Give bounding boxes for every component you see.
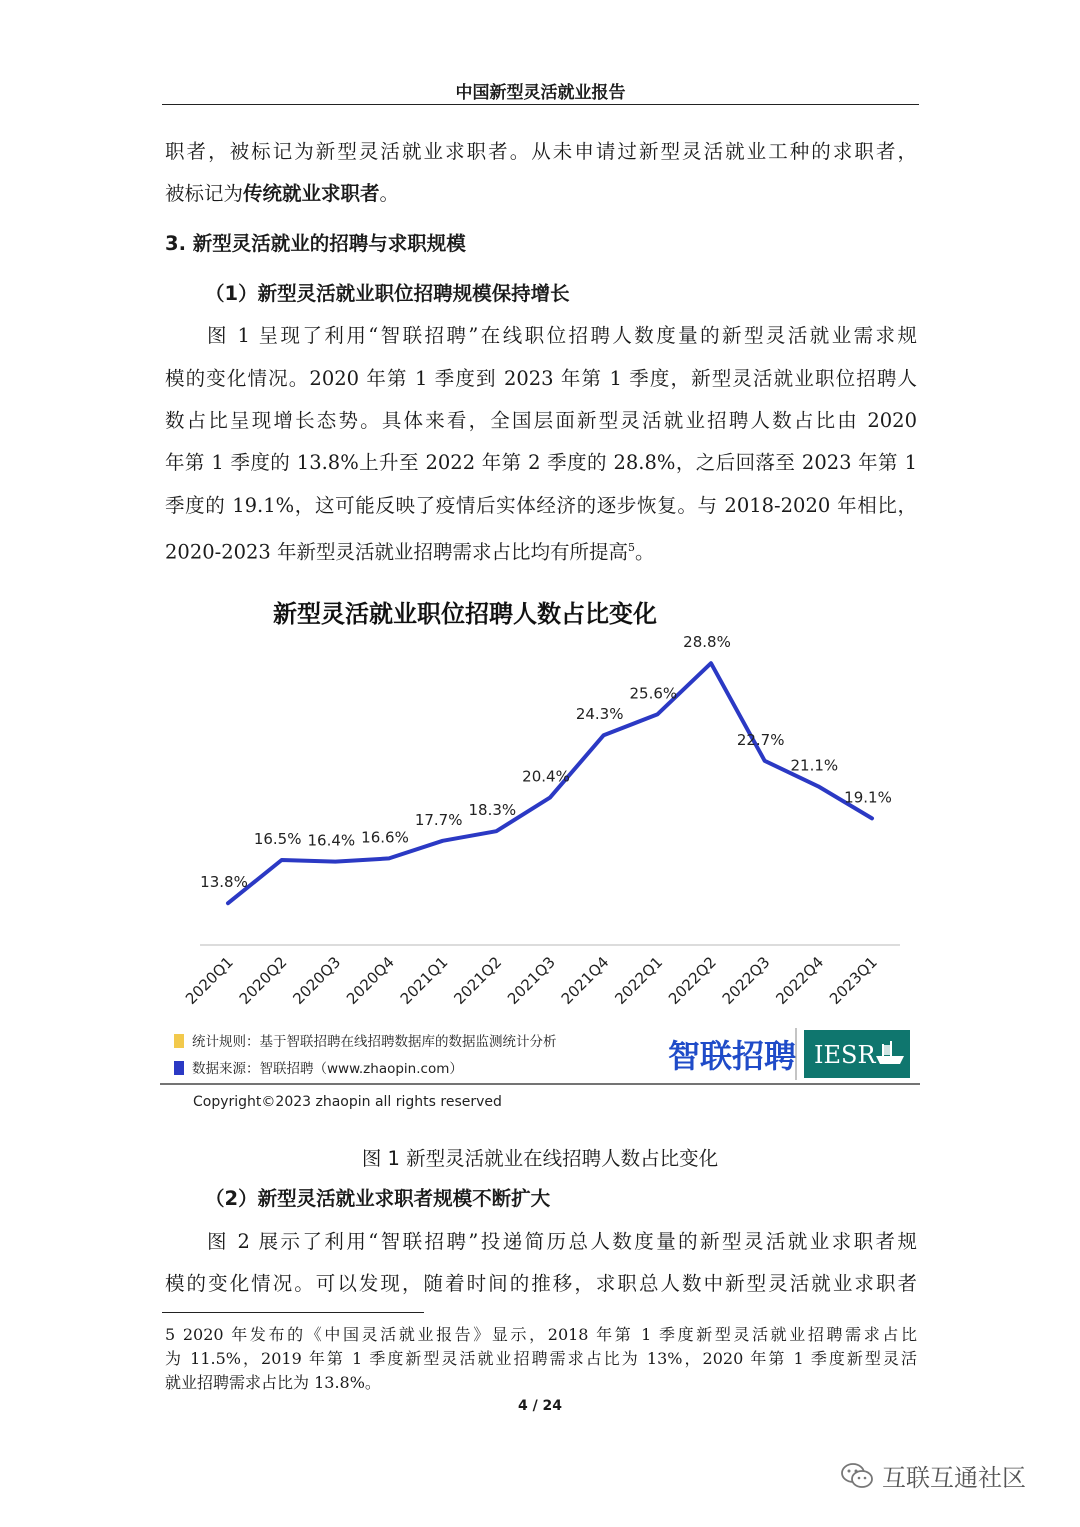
body-line: 模的变化情况。可以发现，随着时间的推移，求职总人数中新型灵活就业求职者 xyxy=(165,1272,917,1295)
body-text: 。 xyxy=(635,540,655,564)
footnote-line: 就业招聘需求占比为 13.8%。 xyxy=(165,1373,381,1392)
line-chart xyxy=(160,586,920,1126)
iesr-logo: IESR xyxy=(814,1041,876,1069)
footnote-ref[interactable]: 5 xyxy=(628,541,636,554)
note-swatch-blue xyxy=(174,1061,184,1075)
note-statistics-rule: 统计规则：基于智联招聘在线招聘数据库的数据监测统计分析 xyxy=(192,1034,557,1050)
x-tick-label: 2021Q4 xyxy=(557,953,613,1008)
data-label: 20.4% xyxy=(522,767,570,786)
x-tick-label: 2021Q2 xyxy=(450,953,506,1008)
value-labels xyxy=(200,633,892,891)
note-data-source: 数据来源：智联招聘（www.zhaopin.com） xyxy=(192,1061,463,1077)
body-line: 职者，被标记为新型灵活就业求职者。从未申请过新型灵活就业工种的求职者， xyxy=(165,140,917,163)
body-text: 2020-2023 年新型灵活就业招聘需求占比均有所提高 xyxy=(165,540,629,564)
body-line: 图 1 呈现了利用“智联招聘”在线职位招聘人数度量的新型灵活就业需求规 xyxy=(207,324,917,347)
x-tick-label: 2020Q4 xyxy=(343,953,398,1008)
copyright: Copyright©2023 zhaopin all rights reserved xyxy=(193,1094,502,1110)
x-tick-label: 2023Q1 xyxy=(826,953,881,1008)
x-tick-label: 2020Q1 xyxy=(182,953,237,1008)
data-label: 21.1% xyxy=(790,756,839,775)
watermark-text: 互联互通社区 xyxy=(882,1464,1026,1492)
body-text-bold: 传统就业求职者 xyxy=(243,182,380,205)
data-label: 16.6% xyxy=(361,828,409,847)
subsection-heading: （2）新型灵活就业求职者规模不断扩大 xyxy=(205,1187,551,1210)
wechat-icon xyxy=(840,1462,874,1490)
body-line xyxy=(165,527,917,574)
x-tick-labels xyxy=(182,953,881,1008)
data-label: 18.3% xyxy=(468,801,517,820)
footnote-line: 为 11.5%，2019 年第 1 季度新型灵活就业招聘需求占比为 13%，2020 年第 1 季度新型灵活 xyxy=(165,1349,917,1368)
data-label: 22.7% xyxy=(736,730,785,749)
data-label: 13.8% xyxy=(200,873,248,892)
body-line: 图 2 展示了利用“智联招聘”投递简历总人数度量的新型灵活就业求职者规 xyxy=(207,1230,917,1253)
chart-title: 新型灵活就业职位招聘人数占比变化 xyxy=(273,600,657,628)
x-tick-label: 2021Q3 xyxy=(504,953,559,1008)
subsection-heading: （1）新型灵活就业职位招聘规模保持增长 xyxy=(205,282,570,305)
data-label: 19.1% xyxy=(844,788,892,807)
data-label: 16.4% xyxy=(307,831,356,850)
zhaopin-logo: 智联招聘 xyxy=(668,1037,797,1075)
body-line: 季度的 19.1%，这可能反映了疫情后实体经济的逐步恢复。与 2018-2020 年相比， xyxy=(165,494,917,517)
body-line: 模的变化情况。2020 年第 1 季度到 2023 年第 1 季度，新型灵活就业职位招聘人 xyxy=(165,367,917,390)
x-tick-label: 2022Q4 xyxy=(772,953,828,1008)
body-line: 数占比呈现增长态势。具体来看，全国层面新型灵活就业招聘人数占比由 2020 xyxy=(165,409,917,432)
x-tick-label: 2021Q1 xyxy=(396,953,452,1008)
body-line xyxy=(165,173,917,215)
footnote-line: 5 2020 年发布的《中国灵活就业报告》显示，2018 年第 1 季度新型灵活就业招聘需求占比 xyxy=(165,1325,917,1344)
data-label: 17.7% xyxy=(414,810,463,829)
data-label: 28.8% xyxy=(683,633,731,652)
body-text: 被标记为 xyxy=(165,182,244,205)
data-label: 24.3% xyxy=(575,705,624,724)
wechat-watermark xyxy=(840,1458,1026,1493)
body-text: 。 xyxy=(379,182,400,205)
section-heading: 3. 新型灵活就业的招聘与求职规模 xyxy=(165,232,466,255)
note-swatch-yellow xyxy=(174,1034,184,1048)
x-tick-label: 2022Q1 xyxy=(611,953,667,1008)
figure-caption: 图 1 新型灵活就业在线招聘人数占比变化 xyxy=(361,1147,719,1170)
header-rule xyxy=(162,104,919,105)
page-number: 4 / 24 xyxy=(517,1398,563,1414)
running-header: 中国新型灵活就业报告 xyxy=(455,83,626,103)
body-line: 年第 1 季度的 13.8%上升至 2022 年第 2 季度的 28.8%，之后回落至 2023 年第 1 xyxy=(165,451,917,474)
x-tick-label: 2022Q2 xyxy=(665,953,720,1008)
x-tick-label: 2020Q2 xyxy=(235,953,291,1008)
data-label: 25.6% xyxy=(629,684,678,703)
x-tick-label: 2020Q3 xyxy=(289,953,345,1008)
footnote-rule xyxy=(162,1312,424,1313)
data-label: 16.5% xyxy=(253,830,302,848)
x-tick-label: 2022Q3 xyxy=(718,953,774,1008)
